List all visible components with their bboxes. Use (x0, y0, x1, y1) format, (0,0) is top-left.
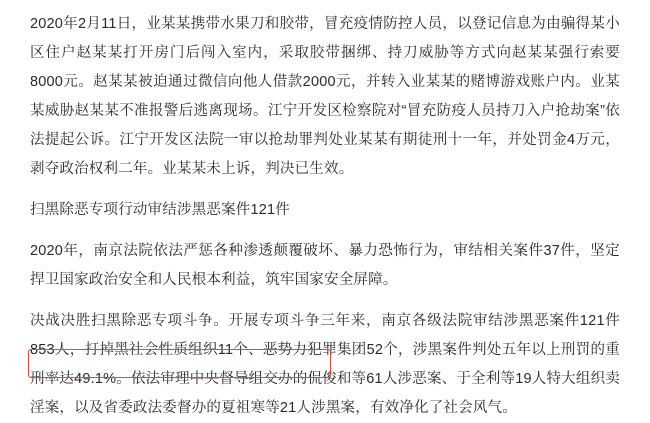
sweep-line-5: 有效净化了社会风气。 (369, 400, 517, 416)
sweep-line-4-highlighted: 案、于全利等19人特大组织卖淫案 (30, 371, 620, 416)
paragraph-anti-crime-stats: 2020年，南京法院依法严惩各种渗透颠覆破坏、暴力恐怖行为，审结相关案件37件，坚定捍卫国家政治安全和人民根本利益，筑牢国家安全屏障。 (30, 243, 620, 288)
sweep-line-2: 121件853人，打掉黑社会性质组织11个、恶势力犯罪集团52个，涉黑案件判处五年 (30, 313, 620, 358)
sweep-line-4-rest: ，以及省委政法委督办的夏祖寒等21人涉黑案， (59, 400, 370, 416)
sweep-line-1: 决战决胜扫黑除恶专项斗争。开展专项斗争三年来，南京各级法院审结涉黑恶案件 (30, 313, 580, 329)
paragraph-sweep-campaign-detail (30, 307, 620, 423)
sweep-line-3: 以上刑罚的重刑率达49.1%。依法审理中央督导组交办的侃俊和等61人涉恶 (30, 342, 620, 387)
paragraph-case-detail: 2020年2月11日，业某某携带水果刀和胶带，冒充疫情防控人员，以登记信息为由骗得某小区住户赵某某打开房门后闯入室内，采取胶带捆绑、持刀威胁等方式向赵某某强行索要8000元。赵某某被迫通过微信向他人借款2000元，并转入业某某的赌博游戏账户内。业某某威胁赵某某不准报警后逃离现场。江宁开发区检察院对“冒充防疫人员持刀入户抢劫案”依法提起公诉。江宁开发区法院一审以抢劫罪判处业某某有期徒刑十一年，并处罚金4万元，剥夺政治权利二年。业某某未上诉，判决已生效。 (30, 16, 620, 177)
subheading-sweep-campaign: 扫黑除恶专项行动审结涉黑恶案件121件 (30, 202, 290, 218)
sweep-detail-lines (30, 307, 620, 423)
